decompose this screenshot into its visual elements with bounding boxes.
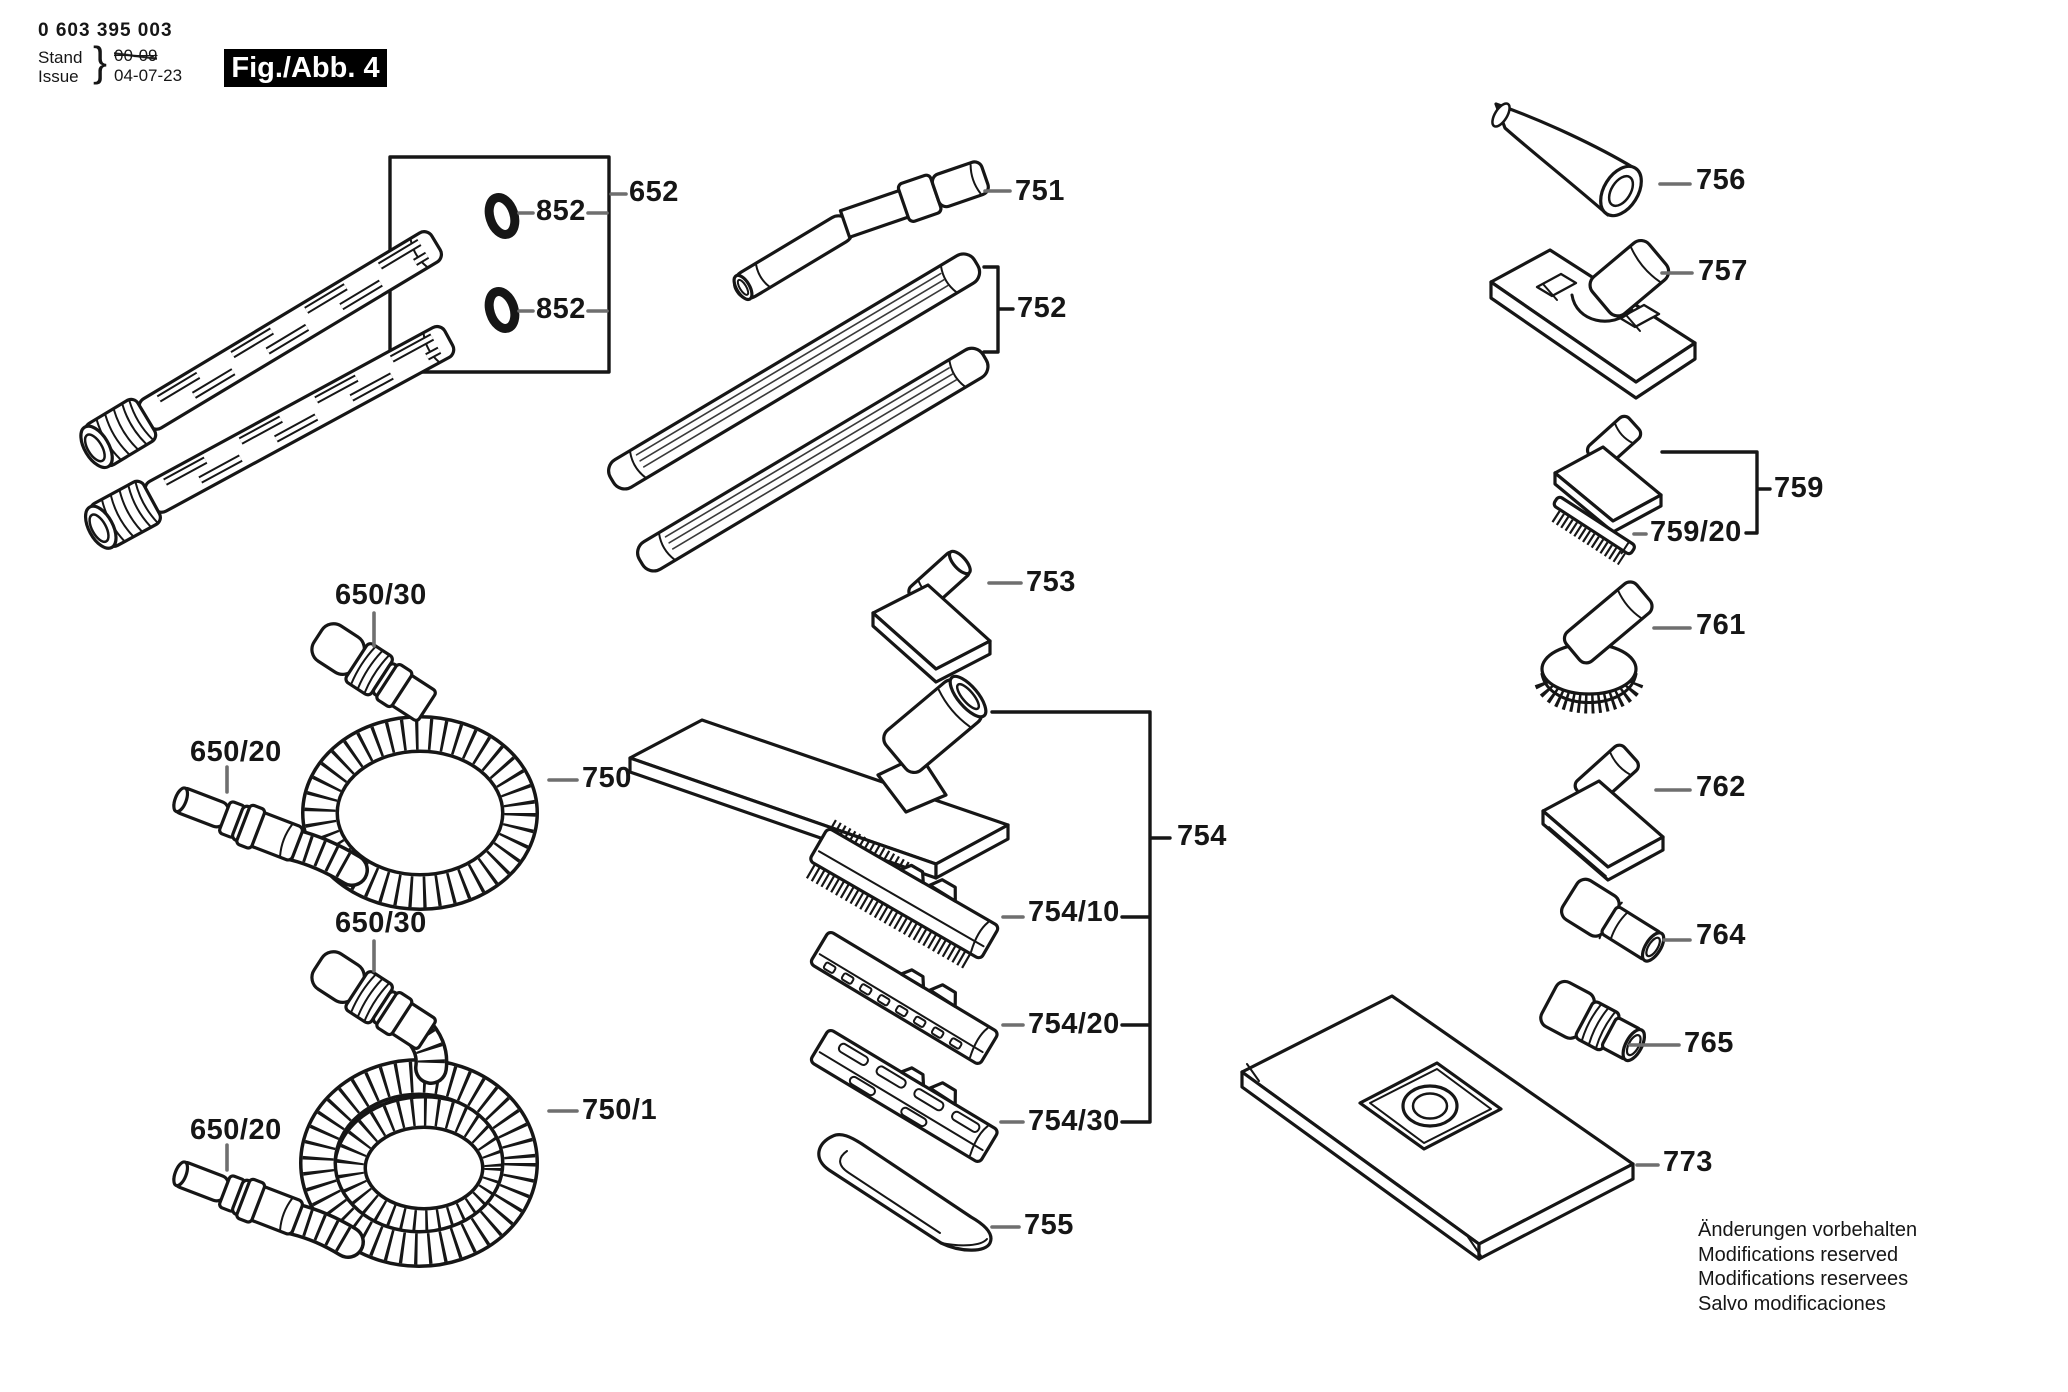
part-label-751: 751 [1015, 175, 1065, 207]
adapter-art-764 [1558, 875, 1672, 970]
part-label-650-20-b: 650/20 [190, 1114, 282, 1146]
round-brush-art-761 [1542, 578, 1656, 702]
adapter-art-765 [1537, 978, 1652, 1071]
note-line-fr: Modifications reservees [1698, 1268, 1909, 1290]
part-label-650-30-b: 650/30 [335, 907, 427, 939]
part-label-650-20-a: 650/20 [190, 736, 282, 768]
o-ring-art-1 [485, 194, 520, 238]
part-label-753: 753 [1026, 566, 1076, 598]
hose-art-750-1 [168, 945, 520, 1249]
part-label-761: 761 [1696, 609, 1746, 641]
brace-glyph: } [93, 38, 108, 85]
note-line-en: Modifications reserved [1698, 1243, 1899, 1266]
part-label-852-a: 852 [536, 195, 586, 227]
superseded-date: 00-09 [114, 46, 158, 65]
part-label-754: 754 [1177, 820, 1227, 852]
part-label-762: 762 [1696, 771, 1746, 803]
part-label-765: 765 [1684, 1027, 1734, 1059]
part-label-652: 652 [629, 176, 679, 208]
part-label-752: 752 [1017, 292, 1067, 324]
issue-date: 04-07-23 [114, 66, 183, 85]
part-label-756: 756 [1696, 164, 1746, 196]
part-label-754-10: 754/10 [1028, 896, 1120, 928]
note-line-es: Salvo modificaciones [1698, 1292, 1886, 1315]
figure-number-badge [224, 49, 387, 87]
bracket-752 [984, 267, 1013, 352]
part-label-773: 773 [1663, 1146, 1713, 1178]
floor-nozzle-art-757 [1491, 236, 1695, 398]
part-label-852-b: 852 [536, 293, 586, 325]
stand-label: Stand [38, 48, 83, 67]
figure-number-text: Fig./Abb. 4 [231, 51, 380, 84]
note-line-de: Änderungen vorbehalten [1698, 1219, 1918, 1241]
o-ring-art-2 [485, 288, 520, 332]
part-label-759: 759 [1774, 472, 1824, 504]
part-label-759-20: 759/20 [1650, 516, 1742, 548]
modification-notes [1698, 1218, 1917, 1316]
part-label-754-30: 754/30 [1028, 1105, 1120, 1137]
part-label-757: 757 [1698, 255, 1748, 287]
part-label-650-30-a: 650/30 [335, 579, 427, 611]
part-label-764: 764 [1696, 919, 1746, 951]
issue-label: Issue [38, 67, 79, 86]
part-label-754-20: 754/20 [1028, 1008, 1120, 1040]
product-number: 0 603 395 003 [38, 20, 173, 41]
taper-nozzle-art-756 [1489, 101, 1650, 223]
part-label-755: 755 [1024, 1209, 1074, 1241]
nozzle-art-753 [873, 547, 990, 682]
part-label-750: 750 [582, 762, 632, 794]
part-label-750-1: 750/1 [582, 1094, 658, 1126]
nozzle-art-762 [1543, 742, 1663, 880]
